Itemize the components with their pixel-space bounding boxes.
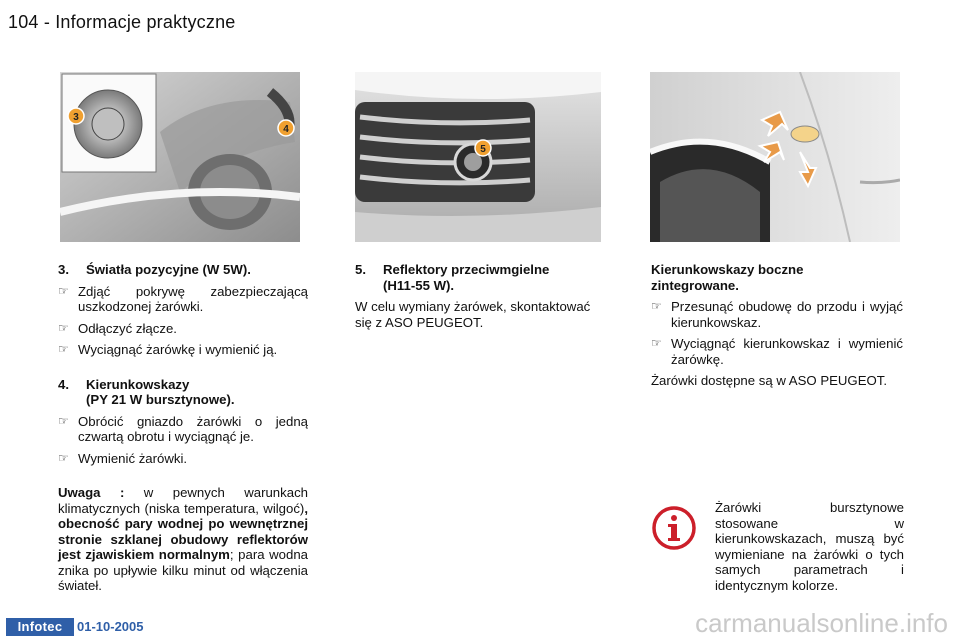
svg-text:5: 5 <box>480 144 486 155</box>
callout-4-icon <box>278 120 294 136</box>
section-5-subheading: (H11-55 W). <box>383 277 455 293</box>
side-indicator-photo <box>650 72 900 242</box>
side-indicator-subheading: zintegrowane. <box>651 277 739 293</box>
section-3-heading: 3. Światła pozycyjne (W 5W). <box>58 262 251 277</box>
pointing-hand-icon: ☞ <box>58 283 69 298</box>
pointing-hand-icon: ☞ <box>651 336 662 350</box>
infotec-badge: Infotec <box>6 618 74 636</box>
pointing-hand-icon: ☞ <box>58 413 69 428</box>
info-icon <box>651 505 697 551</box>
list-item: ☞ Odłączyć złącze. <box>58 320 177 336</box>
callout-5-icon <box>475 140 491 156</box>
side-indicator-heading: Kierunkowskazy boczne <box>651 262 804 277</box>
headlamp-photo <box>60 72 300 242</box>
column-1 <box>58 262 308 594</box>
svg-text:3: 3 <box>73 112 79 123</box>
section-5-text: W celu wymiany żarówek, skontaktować się z ASO PEUGEOT. <box>355 299 591 330</box>
note-paragraph: Uwaga : w pewnych warunkach klimatycznych (niska temperatura, wilgoć), obecność pary wodnej po wewnętrznej stronie szklanej obudowy reflektorów jest zjawiskiem normalnym; para wodna znika po upływie kilku minut od włączenia świateł. <box>58 485 309 593</box>
info-note: Żarówki bursztynowe stosowane w kierunkowskazach, muszą być wymieniane na żarówki o tych samych parametrach i identycznym kolorze. <box>715 500 904 593</box>
column-3 <box>651 262 903 389</box>
list-item: ☞ Wymienić żarówki. <box>58 450 188 466</box>
pointing-hand-icon: ☞ <box>58 342 69 356</box>
footer-date: 01-10-2005 <box>77 619 144 634</box>
list-item: ☞ Zdjąć pokrywę zabezpieczającą uszkodzonej żarówki. <box>58 283 308 314</box>
watermark: carmanualsonline.info <box>695 608 948 638</box>
section-4-heading: 4. Kierunkowskazy <box>58 376 190 392</box>
section-4-subheading: (PY 21 W bursztynowe). <box>86 392 235 407</box>
svg-text:4: 4 <box>283 124 289 135</box>
callout-3-icon <box>68 108 84 124</box>
list-item: ☞ Obrócić gniazdo żarówki o jedną czwartą obrotu i wyciągnąć je. <box>58 413 308 444</box>
pointing-hand-icon: ☞ <box>651 299 662 313</box>
list-item: ☞ Wyciągnąć kierunkowskaz i wymienić żarówkę. <box>651 336 903 367</box>
column-2 <box>355 262 605 330</box>
side-indicator-text: Żarówki dostępne są w ASO PEUGEOT. <box>651 373 888 388</box>
list-item: ☞ Przesunąć obudowę do przodu i wyjąć kierunkowskaz. <box>651 299 903 330</box>
list-item: ☞ Wyciągnąć żarówkę i wymienić ją. <box>58 342 278 357</box>
section-5-heading: 5. Reflektory przeciwmgielne <box>355 262 550 277</box>
pointing-hand-icon: ☞ <box>58 450 69 465</box>
page-title: 104 - Informacje praktyczne <box>8 12 236 32</box>
fog-lamp-photo <box>355 72 601 242</box>
pointing-hand-icon: ☞ <box>58 320 69 335</box>
